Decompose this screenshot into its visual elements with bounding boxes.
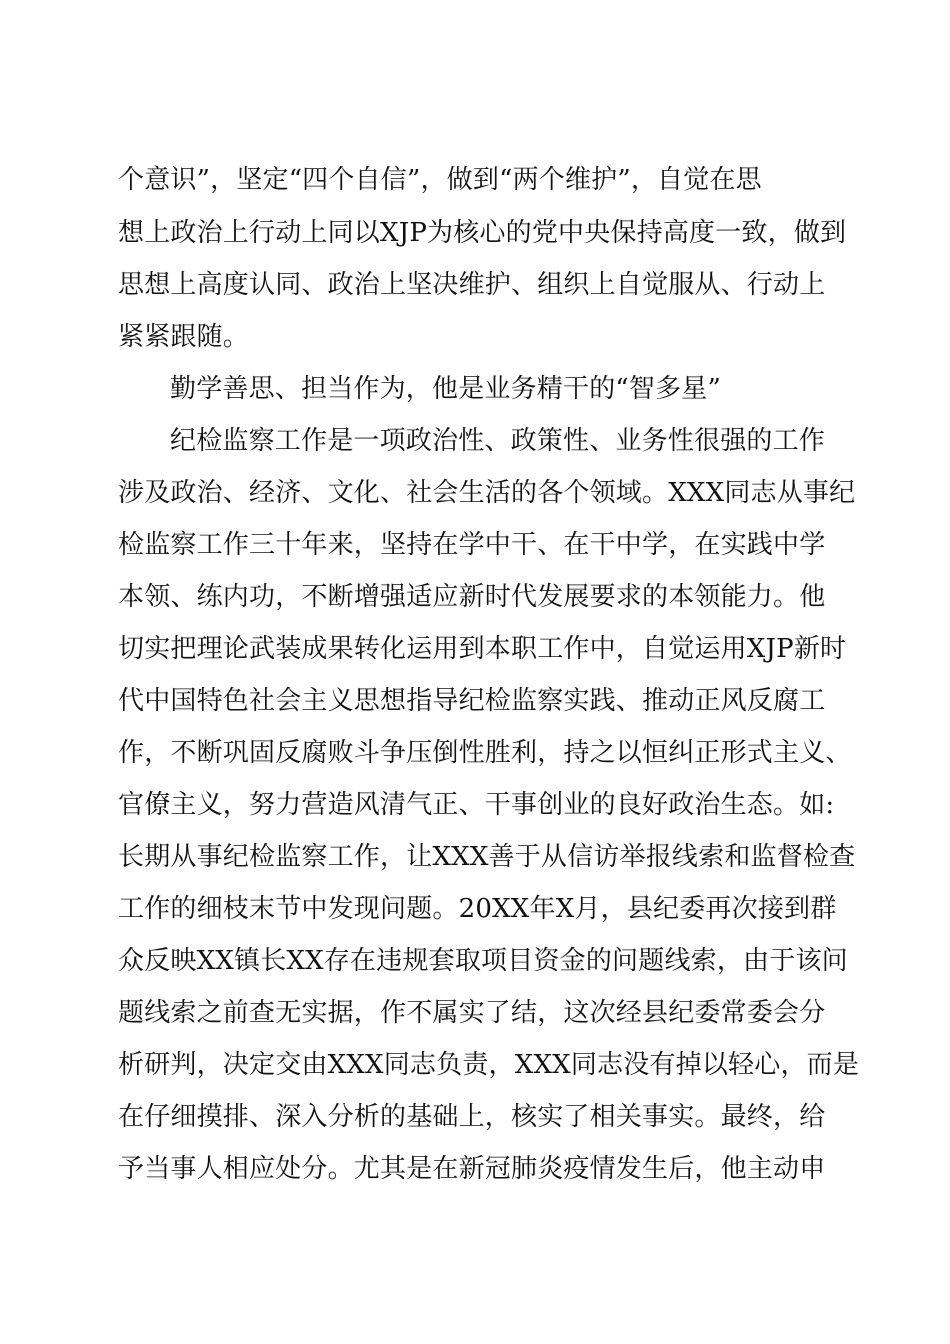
text-line: 思想上高度认同、政治上坚决维护、组织上自觉服从、行动上 [118, 270, 826, 300]
text-line: 本领、练内功，不断增强适应新时代发展要求的本领能力。他 [118, 582, 826, 612]
text-line: 涉及政治、经济、文化、社会生活的各个领域。XXX同志从事纪 [118, 478, 856, 508]
paragraph-first-line: 纪检监察工作是一项政治性、政策性、业务性很强的工作 [170, 426, 826, 456]
text-line: 众反映XX镇长XX存在违规套取项目资金的问题线索，由于该问 [118, 946, 848, 976]
text-line: 予当事人相应处分。尤其是在新冠肺炎疫情发生后，他主动申 [118, 1154, 826, 1184]
text-line: 作，不断巩固反腐败斗争压倒性胜利，持之以恒纠正形式主义、 [118, 738, 852, 768]
text-line: 切实把理论武装成果转化运用到本职工作中，自觉运用XJP新时 [118, 634, 847, 664]
text-line: 工作的细枝末节中发现问题。20XX年X月，县纪委再次接到群 [118, 894, 837, 924]
text-line: 检监察工作三十年来，坚持在学中干、在干中学，在实践中学 [118, 530, 826, 560]
text-line: 题线索之前查无实据，作不属实了结，这次经县纪委常委会分 [118, 998, 826, 1028]
section-heading: 勤学善思、担当作为，他是业务精干的“智多星” [170, 374, 721, 404]
text-line: 在仔细摸排、深入分析的基础上，核实了相关事实。最终，给 [118, 1102, 826, 1132]
text-line: 紧紧跟随。 [118, 322, 250, 352]
text-line: 析研判，决定交由XXX同志负责，XXX同志没有掉以轻心，而是 [118, 1050, 860, 1080]
text-line: 代中国特色社会主义思想指导纪检监察实践、推动正风反腐工 [118, 686, 826, 716]
text-line: 长期从事纪检监察工作，让XXX善于从信访举报线索和监督检查 [118, 842, 856, 872]
text-line: 想上政治上行动上同以XJP为核心的党中央保持高度一致，做到 [118, 218, 847, 248]
text-line: 官僚主义，努力营造风清气正、干事创业的良好政治生态。如: [118, 790, 835, 820]
text-line: 个意识”，坚定“四个自信”，做到“两个维护”，自觉在思 [118, 165, 762, 195]
